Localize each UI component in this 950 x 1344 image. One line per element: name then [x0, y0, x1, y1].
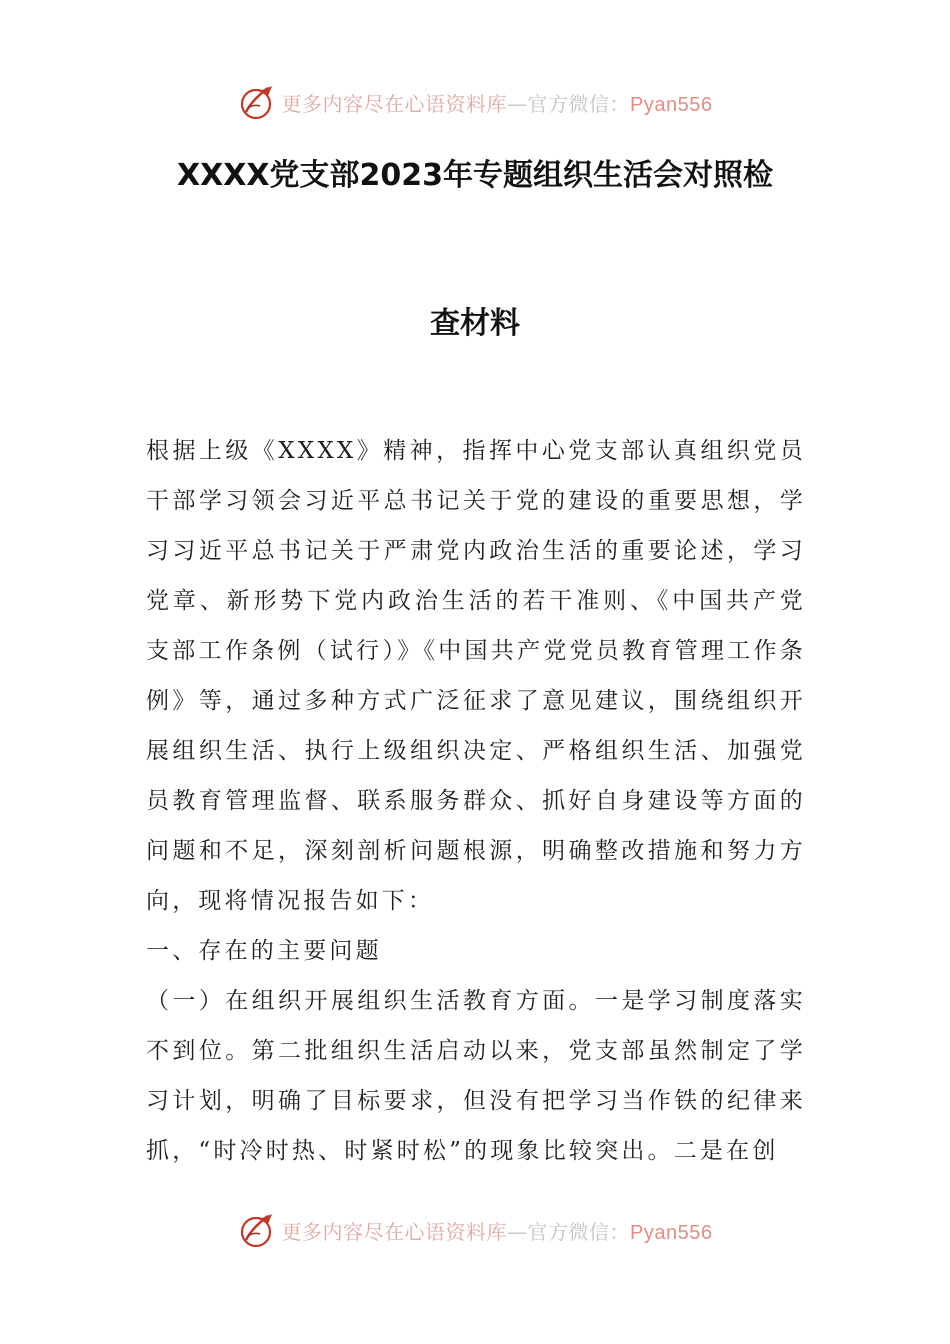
section-heading: 一、存在的主要问题 — [146, 938, 382, 964]
body-paragraph: 根据上级《XXXX》精神，指挥中心党支部认真组织党员干部学习领会习近平总书记关于党的建设的重要思想，学习习近平总书记关于严肃党内政治生活的重要论述，学习党章、新形势下党内政治生活的若干准则、《中国共产党支部工作条例（试行）》《中国共产党党员教育管理工作条例》等，通过多种方式广泛征求了意见建议，围绕组织开展组织生活、执行上级组织决定、严格组织生活、加强党员教育管理监督、联系服务群众、抓好自身建设等方面的问题和不足，深刻剖析问题根源，明确整改措施和努力方向，现将情况报告如下： — [146, 438, 806, 914]
watermark-text: 更多内容尽在心语资料库—官方微信：Pyan556 — [281, 91, 713, 116]
pen-logo-icon — [238, 82, 278, 122]
watermark-banner-top — [0, 80, 950, 124]
body-paragraph: （一）在组织开展组织生活教育方面。一是学习制度落实不到位。第二批组织生活启动以来，党支部虽然制定了学习计划，明确了目标要求，但没有把学习当作铁的纪律来抓，“时冷时热、时紧时松”的现象比较突出。二是在创 — [146, 988, 806, 1164]
document-body — [146, 426, 806, 1176]
watermark-text: 更多内容尽在心语资料库—官方微信：Pyan556 — [281, 1219, 713, 1244]
document-title-line2: 查材料 — [430, 306, 520, 341]
watermark-banner-bottom — [0, 1208, 950, 1252]
pen-logo-icon — [238, 1210, 278, 1250]
document-title-line1: XXXX党支部2023年专题组织生活会对照检 — [176, 158, 773, 193]
